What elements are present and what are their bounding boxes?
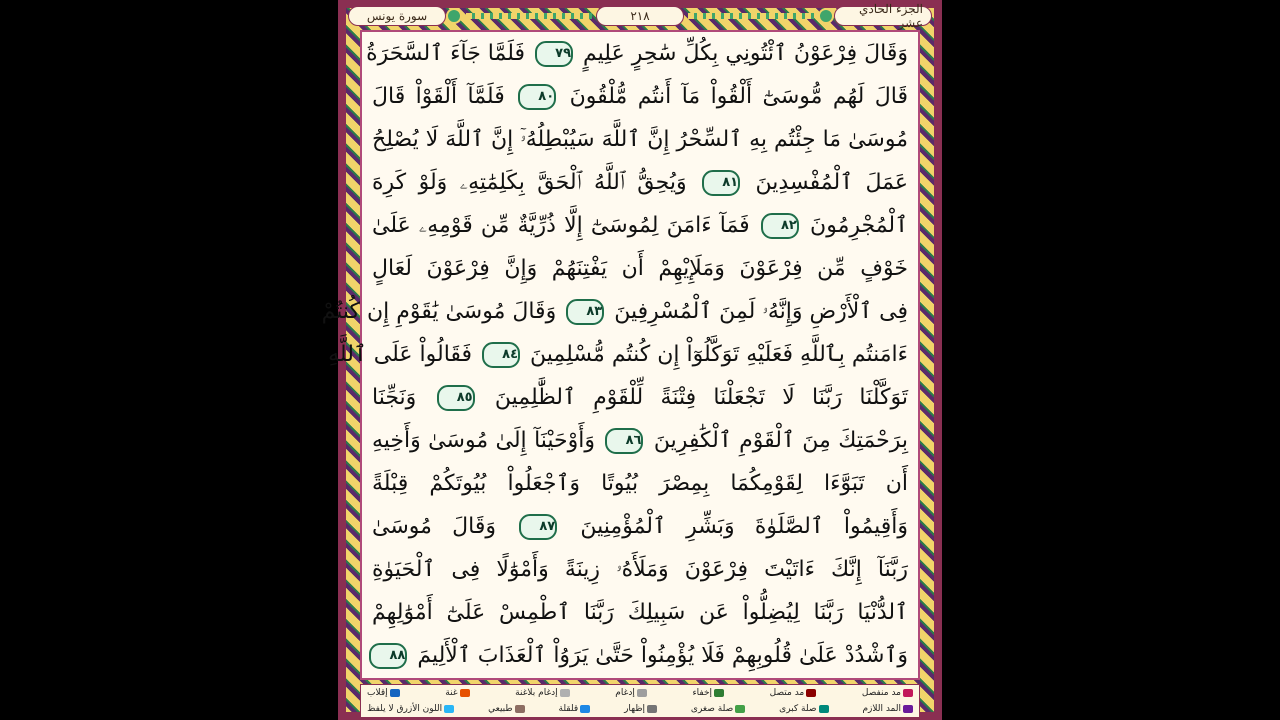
text-line: وَقَالَ فِرْعَوْنُ ٱئْتُونِي بِكُلِّ سَٰحِرٍ عَلِيمٍ ٧٩ فَلَمَّا جَآءَ ٱلسَّحَرَةُ [366, 41, 908, 66]
text-line: فِى ٱلْأَرْضِ وَإِنَّهُۥ لَمِنَ ٱلْمُسْرِفِينَ ٨٣ وَقَالَ مُوسَىٰ يَٰقَوْمِ إِن كُنتُمْ [321, 299, 908, 324]
color-swatch-icon [637, 689, 647, 697]
ayah-number-marker: ٨٣ [566, 299, 604, 325]
text-line: بِرَحْمَتِكَ مِنَ ٱلْقَوْمِ ٱلْكَٰفِرِينَ ٨٦ وَأَوْحَيْنَآ إِلَىٰ مُوسَىٰ وَأَخِيهِ [372, 428, 908, 453]
legend-item: قلقلة [559, 702, 591, 716]
text-line: وَٱشْدُدْ عَلَىٰ قُلُوبِهِمْ فَلَا يُؤْمِنُواْ حَتَّىٰ يَرَوُاْ ٱلْعَذَابَ ٱلْأَلِيمَ ٨٨ [372, 634, 908, 678]
ayah-number-marker: ٨٥ [437, 385, 475, 411]
legend-item: إدغام بلاغنة [515, 686, 570, 700]
text-line: وَأَقِيمُواْ ٱلصَّلَوٰةَ وَبَشِّرِ ٱلْمُؤْمِنِينَ ٨٧ وَقَالَ مُوسَىٰ [372, 514, 908, 539]
color-swatch-icon [460, 689, 470, 697]
color-swatch-icon [903, 705, 913, 713]
header-divider [466, 13, 592, 19]
legend-item: مد منفصل [862, 686, 913, 700]
legend-item: طبيعي [488, 702, 524, 716]
text-line: مُوسَىٰ مَا جِئْتُم بِهِ ٱلسِّحْرُ إِنَّ ٱللَّهَ سَيُبْطِلُهُۥٓ إِنَّ ٱللَّهَ لَا يُصْلِحُ [372, 127, 908, 152]
legend-item: إخفاء [692, 686, 724, 700]
legend-item: المد اللازم [862, 702, 913, 716]
color-swatch-icon [390, 689, 400, 697]
ornament-icon [446, 8, 462, 24]
color-swatch-icon [806, 689, 816, 697]
ayah-number-marker: ٨٨ [369, 643, 407, 669]
page-number: ٢١٨ [596, 6, 684, 26]
color-swatch-icon [515, 705, 525, 713]
color-swatch-icon [903, 689, 913, 697]
text-line: قَالَ لَهُم مُّوسَىٰٓ أَلْقُواْ مَآ أَنتُم مُّلْقُونَ ٨٠ فَلَمَّآ أَلْقَوْاْ قَالَ [372, 84, 908, 109]
legend-item: صلة كبرى [779, 702, 828, 716]
ayah-number-marker: ٨٠ [518, 84, 556, 110]
text-line: أَن تَبَوَّءَا لِقَوْمِكُمَا بِمِصْرَ بُيُوتًا وَٱجْعَلُواْ بُيُوتَكُمْ قِبْلَةً [372, 471, 908, 496]
legend-item: صلة صغرى [691, 702, 745, 716]
legend-item: غنة [445, 686, 469, 700]
ayah-number-marker: ٨٢ [761, 213, 799, 239]
text-line: ٱلْمُجْرِمُونَ ٨٢ فَمَآ ءَامَنَ لِمُوسَىٰٓ إِلَّا ذُرِّيَّةٌ مِّن قَوْمِهِۦ عَلَىٰ [372, 213, 909, 238]
legend-item: مد متصل [770, 686, 817, 700]
color-swatch-icon [714, 689, 724, 697]
color-swatch-icon [647, 705, 657, 713]
header-divider [688, 13, 814, 19]
legend-item: إقلاب [367, 686, 400, 700]
ayah-number-marker: ٨٦ [605, 428, 643, 454]
juz-label: الجزء الحادي عشر [834, 6, 932, 26]
ornament-icon [818, 8, 834, 24]
legend-item: إظهار [624, 702, 657, 716]
text-frame [321, 30, 920, 680]
ayah-number-marker: ٨٧ [519, 514, 557, 540]
legend-row [367, 702, 913, 716]
tajweed-legend [360, 684, 920, 718]
ayah-number-marker: ٨١ [702, 170, 740, 196]
ayah-number-marker: ٧٩ [535, 41, 573, 67]
text-line: ءَامَنتُم بِٱللَّهِ فَعَلَيْهِ تَوَكَّلُوٓاْ إِن كُنتُم مُّسْلِمِينَ ٨٤ فَقَالُواْ عَلَى ٱللَّهِ [328, 342, 908, 367]
quran-text [321, 32, 918, 678]
color-swatch-icon [580, 705, 590, 713]
text-line: ٱلدُّنْيَا رَبَّنَا لِيُضِلُّواْ عَن سَبِيلِكَ رَبَّنَا ٱطْمِسْ عَلَىٰٓ أَمْوَٰلِهِمْ [372, 600, 908, 625]
color-swatch-icon [819, 705, 829, 713]
text-line: رَبَّنَآ إِنَّكَ ءَاتَيْتَ فِرْعَوْنَ وَمَلَأَهُۥ زِينَةً وَأَمْوَٰلًا فِى ٱلْحَيَوٰةِ [372, 557, 908, 582]
text-line: خَوْفٍ مِّن فِرْعَوْنَ وَمَلَإِيْهِمْ أَن يَفْتِنَهُمْ وَإِنَّ فِرْعَوْنَ لَعَالٍ [372, 256, 908, 281]
color-swatch-icon [444, 705, 454, 713]
page-header [348, 4, 932, 28]
mushaf-page [321, 0, 942, 720]
legend-row [367, 686, 913, 700]
legend-item: إدغام [615, 686, 647, 700]
surah-label: سورة يونس [348, 6, 446, 26]
ayah-number-marker: ٨٤ [482, 342, 520, 368]
color-swatch-icon [560, 689, 570, 697]
legend-item: اللون الأزرق لا يلفظ [367, 702, 454, 716]
text-line: عَمَلَ ٱلْمُفْسِدِينَ ٨١ وَيُحِقُّ ٱللَّهُ ٱلْحَقَّ بِكَلِمَٰتِهِۦ وَلَوْ كَرِهَ [372, 170, 908, 195]
color-swatch-icon [735, 705, 745, 713]
text-line: تَوَكَّلْنَا رَبَّنَا لَا تَجْعَلْنَا فِتْنَةً لِّلْقَوْمِ ٱلظَّٰلِمِينَ ٨٥ وَنَجِّنَا [372, 385, 908, 410]
